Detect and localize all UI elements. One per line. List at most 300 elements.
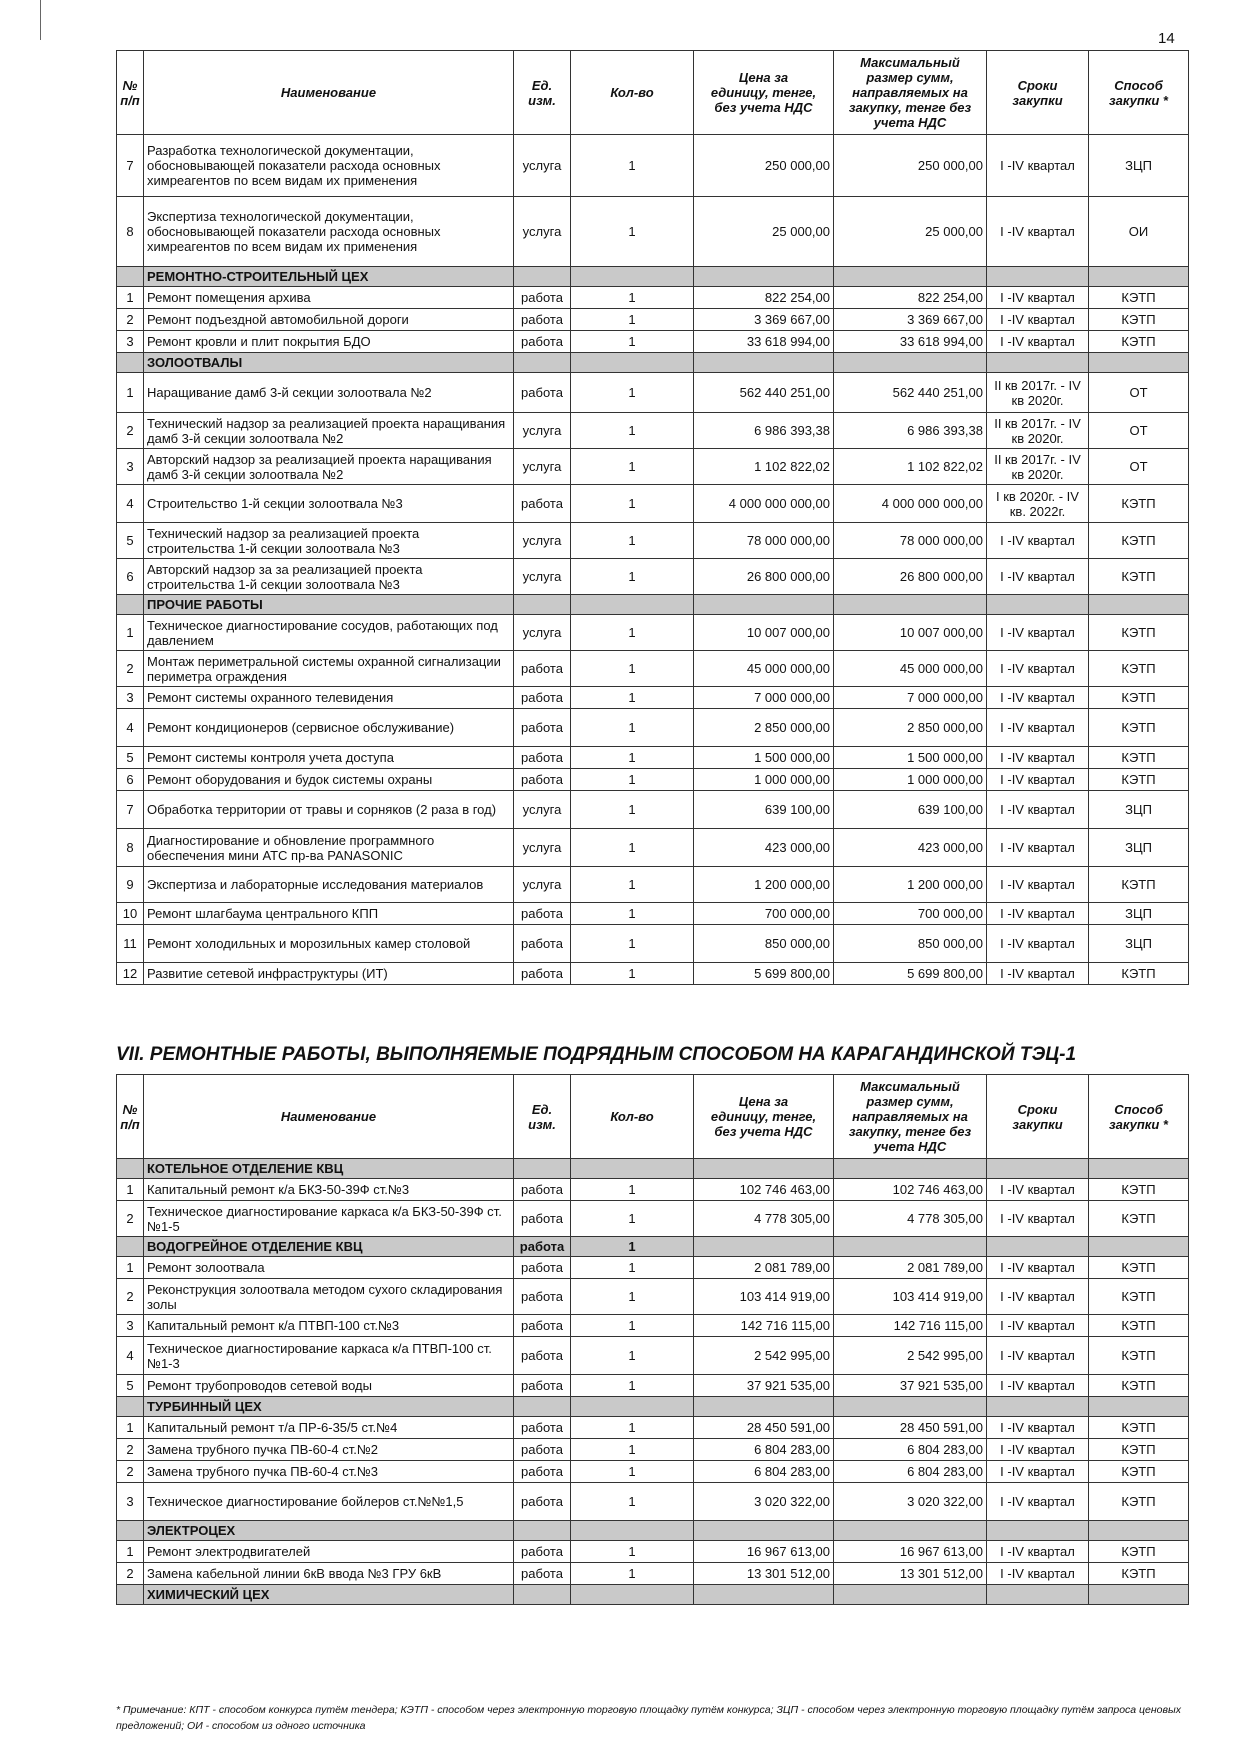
- row-price: 25 000,00: [694, 197, 834, 267]
- row-max-sum: 142 716 115,00: [834, 1315, 987, 1337]
- row-qty: 1: [571, 1541, 694, 1563]
- row-unit: работа: [514, 373, 571, 413]
- section-method-cell: [1089, 1237, 1189, 1257]
- section-name: ЭЛЕКТРОЦЕХ: [144, 1521, 514, 1541]
- row-number: 2: [117, 309, 144, 331]
- row-name: Ремонт холодильных и морозильных камер столовой: [144, 925, 514, 963]
- row-unit: услуга: [514, 197, 571, 267]
- section-term-cell: [987, 353, 1089, 373]
- section-max-cell: [834, 353, 987, 373]
- row-price: 2 081 789,00: [694, 1257, 834, 1279]
- table-row: [117, 287, 1189, 309]
- row-number: 1: [117, 615, 144, 651]
- section-header-row: [117, 1237, 1189, 1257]
- row-term: I -IV квартал: [987, 1483, 1089, 1521]
- section-term-cell: [987, 1521, 1089, 1541]
- row-name: Ремонт системы охранного телевидения: [144, 687, 514, 709]
- row-method: КЭТП: [1089, 1179, 1189, 1201]
- section-max-cell: [834, 1237, 987, 1257]
- row-max-sum: 2 850 000,00: [834, 709, 987, 747]
- section-header-row: [117, 267, 1189, 287]
- row-unit: работа: [514, 1201, 571, 1237]
- row-qty: 1: [571, 449, 694, 485]
- table-row: [117, 687, 1189, 709]
- col-header-max: Максимальный размер сумм, направляемых на закупку, тенге без учета НДС: [834, 51, 987, 135]
- procurement-table-1: [116, 50, 1189, 985]
- section-title: VII. РЕМОНТНЫЕ РАБОТЫ, ВЫПОЛНЯЕМЫЕ ПОДРЯДНЫМ СПОСОБОМ НА КАРАГАНДИНСКОЙ ТЭЦ-1: [116, 1044, 1077, 1065]
- row-term: I -IV квартал: [987, 1461, 1089, 1483]
- row-number: 3: [117, 449, 144, 485]
- row-unit: работа: [514, 903, 571, 925]
- section-num-cell: [117, 1237, 144, 1257]
- row-unit: услуга: [514, 791, 571, 829]
- table-row: [117, 1439, 1189, 1461]
- row-price: 2 850 000,00: [694, 709, 834, 747]
- row-method: КЭТП: [1089, 1483, 1189, 1521]
- row-qty: 1: [571, 1279, 694, 1315]
- row-qty: 1: [571, 1439, 694, 1461]
- row-qty: 1: [571, 829, 694, 867]
- table-row: [117, 615, 1189, 651]
- row-name: Ремонт трубопроводов сетевой воды: [144, 1375, 514, 1397]
- table-row: [117, 791, 1189, 829]
- row-term: I -IV квартал: [987, 791, 1089, 829]
- table-row: [117, 1179, 1189, 1201]
- row-price: 102 746 463,00: [694, 1179, 834, 1201]
- row-term: I -IV квартал: [987, 1315, 1089, 1337]
- row-method: КЭТП: [1089, 963, 1189, 985]
- section-num-cell: [117, 1521, 144, 1541]
- row-name: Авторский надзор за за реализацией проекта строительства 1-й секции золоотвала №3: [144, 559, 514, 595]
- row-price: 250 000,00: [694, 135, 834, 197]
- table-row: [117, 1315, 1189, 1337]
- row-max-sum: 562 440 251,00: [834, 373, 987, 413]
- row-max-sum: 7 000 000,00: [834, 687, 987, 709]
- section-price-cell: [694, 353, 834, 373]
- section-num-cell: [117, 1585, 144, 1605]
- table-row: [117, 709, 1189, 747]
- table-row: [117, 903, 1189, 925]
- row-max-sum: 822 254,00: [834, 287, 987, 309]
- row-price: 45 000 000,00: [694, 651, 834, 687]
- row-max-sum: 78 000 000,00: [834, 523, 987, 559]
- section-qty-cell: 1: [571, 1237, 694, 1257]
- row-unit: работа: [514, 331, 571, 353]
- row-max-sum: 6 804 283,00: [834, 1461, 987, 1483]
- row-method: КЭТП: [1089, 1315, 1189, 1337]
- col-header-method: Способ закупки *: [1089, 1075, 1189, 1159]
- row-number: 3: [117, 1483, 144, 1521]
- row-method: КЭТП: [1089, 1563, 1189, 1585]
- row-unit: работа: [514, 747, 571, 769]
- row-number: 3: [117, 687, 144, 709]
- section-term-cell: [987, 1397, 1089, 1417]
- row-unit: работа: [514, 1461, 571, 1483]
- row-name: Капитальный ремонт т/а ПР-6-35/5 ст.№4: [144, 1417, 514, 1439]
- row-name: Техническое диагностирование каркаса к/а БКЗ-50-39Ф ст.№1-5: [144, 1201, 514, 1237]
- table-header-row: [117, 1075, 1189, 1159]
- row-name: Ремонт оборудования и будок системы охраны: [144, 769, 514, 791]
- row-unit: работа: [514, 1439, 571, 1461]
- table-row: [117, 309, 1189, 331]
- row-unit: работа: [514, 485, 571, 523]
- row-number: 2: [117, 1201, 144, 1237]
- row-price: 10 007 000,00: [694, 615, 834, 651]
- row-qty: 1: [571, 1179, 694, 1201]
- table-row: [117, 1201, 1189, 1237]
- row-name: Диагностирование и обновление программного обеспечения мини АТС пр-ва PANASONIC: [144, 829, 514, 867]
- row-term: I -IV квартал: [987, 331, 1089, 353]
- row-term: I -IV квартал: [987, 559, 1089, 595]
- section-max-cell: [834, 595, 987, 615]
- row-method: ЗЦП: [1089, 903, 1189, 925]
- row-unit: работа: [514, 1417, 571, 1439]
- row-number: 11: [117, 925, 144, 963]
- section-method-cell: [1089, 353, 1189, 373]
- row-name: Развитие сетевой инфраструктуры (ИТ): [144, 963, 514, 985]
- row-term: I -IV квартал: [987, 769, 1089, 791]
- section-qty-cell: [571, 353, 694, 373]
- section-method-cell: [1089, 267, 1189, 287]
- row-max-sum: 33 618 994,00: [834, 331, 987, 353]
- col-header-num: № п/п: [117, 51, 144, 135]
- row-name: Замена трубного пучка ПВ-60-4 ст.№3: [144, 1461, 514, 1483]
- row-method: КЭТП: [1089, 615, 1189, 651]
- row-qty: 1: [571, 1461, 694, 1483]
- row-price: 639 100,00: [694, 791, 834, 829]
- row-max-sum: 700 000,00: [834, 903, 987, 925]
- row-unit: работа: [514, 1315, 571, 1337]
- row-qty: 1: [571, 1563, 694, 1585]
- row-method: КЭТП: [1089, 769, 1189, 791]
- row-number: 7: [117, 135, 144, 197]
- row-unit: услуга: [514, 867, 571, 903]
- row-qty: 1: [571, 135, 694, 197]
- row-price: 37 921 535,00: [694, 1375, 834, 1397]
- row-unit: работа: [514, 1375, 571, 1397]
- section-name: ВОДОГРЕЙНОЕ ОТДЕЛЕНИЕ КВЦ: [144, 1237, 514, 1257]
- row-name: Наращивание дамб 3-й секции золоотвала №2: [144, 373, 514, 413]
- table-row: [117, 1563, 1189, 1585]
- col-header-max: Максимальный размер сумм, направляемых на закупку, тенге без учета НДС: [834, 1075, 987, 1159]
- row-method: КЭТП: [1089, 1375, 1189, 1397]
- row-number: 4: [117, 485, 144, 523]
- footnote: * Примечание: КПТ - способом конкурса путём тендера; КЭТП - способом через электронную торговую площадку путём конкурса; ЗЦП - способом через электронную торговую площадку путём запроса ценовых предложений; ОИ - способом из одного источника: [116, 1704, 1181, 1732]
- row-number: 3: [117, 331, 144, 353]
- section-unit-cell: [514, 595, 571, 615]
- row-method: ЗЦП: [1089, 829, 1189, 867]
- table-row: [117, 1483, 1189, 1521]
- row-name: Ремонт кровли и плит покрытия БДО: [144, 331, 514, 353]
- row-name: Строительство 1-й секции золоотвала №3: [144, 485, 514, 523]
- row-max-sum: 250 000,00: [834, 135, 987, 197]
- table-header-row: [117, 51, 1189, 135]
- section-max-cell: [834, 1585, 987, 1605]
- row-number: 5: [117, 747, 144, 769]
- row-max-sum: 850 000,00: [834, 925, 987, 963]
- row-method: КЭТП: [1089, 309, 1189, 331]
- table-row: [117, 651, 1189, 687]
- row-name: Авторский надзор за реализацией проекта наращивания дамб 3-й секции золоотвала №2: [144, 449, 514, 485]
- row-unit: работа: [514, 687, 571, 709]
- section-unit-cell: работа: [514, 1237, 571, 1257]
- row-number: 8: [117, 197, 144, 267]
- row-term: II кв 2017г. - IV кв 2020г.: [987, 413, 1089, 449]
- row-term: I -IV квартал: [987, 1257, 1089, 1279]
- row-max-sum: 103 414 919,00: [834, 1279, 987, 1315]
- row-term: I -IV квартал: [987, 1337, 1089, 1375]
- row-number: 1: [117, 287, 144, 309]
- row-number: 6: [117, 769, 144, 791]
- section-term-cell: [987, 1237, 1089, 1257]
- section-qty-cell: [571, 1521, 694, 1541]
- row-method: КЭТП: [1089, 1201, 1189, 1237]
- row-qty: 1: [571, 1417, 694, 1439]
- row-term: I -IV квартал: [987, 903, 1089, 925]
- row-max-sum: 2 081 789,00: [834, 1257, 987, 1279]
- row-name: Техническое диагностирование каркаса к/а ПТВП-100 ст.№1-3: [144, 1337, 514, 1375]
- row-name: Ремонт подъездной автомобильной дороги: [144, 309, 514, 331]
- row-qty: 1: [571, 523, 694, 559]
- row-number: 9: [117, 867, 144, 903]
- row-number: 6: [117, 559, 144, 595]
- row-qty: 1: [571, 903, 694, 925]
- row-price: 4 000 000 000,00: [694, 485, 834, 523]
- row-method: КЭТП: [1089, 1337, 1189, 1375]
- row-qty: 1: [571, 559, 694, 595]
- row-qty: 1: [571, 709, 694, 747]
- row-price: 4 778 305,00: [694, 1201, 834, 1237]
- row-number: 8: [117, 829, 144, 867]
- row-max-sum: 1 500 000,00: [834, 747, 987, 769]
- row-number: 5: [117, 523, 144, 559]
- row-method: КЭТП: [1089, 747, 1189, 769]
- row-max-sum: 102 746 463,00: [834, 1179, 987, 1201]
- row-method: ЗЦП: [1089, 791, 1189, 829]
- row-max-sum: 13 301 512,00: [834, 1563, 987, 1585]
- row-price: 33 618 994,00: [694, 331, 834, 353]
- row-number: 4: [117, 709, 144, 747]
- table-row: [117, 867, 1189, 903]
- col-header-num: № п/п: [117, 1075, 144, 1159]
- row-number: 1: [117, 1417, 144, 1439]
- row-number: 10: [117, 903, 144, 925]
- row-unit: услуга: [514, 413, 571, 449]
- row-term: I -IV квартал: [987, 1439, 1089, 1461]
- row-unit: работа: [514, 1541, 571, 1563]
- table-row: [117, 747, 1189, 769]
- row-qty: 1: [571, 1337, 694, 1375]
- row-qty: 1: [571, 963, 694, 985]
- row-price: 7 000 000,00: [694, 687, 834, 709]
- row-qty: 1: [571, 287, 694, 309]
- row-price: 103 414 919,00: [694, 1279, 834, 1315]
- section-price-cell: [694, 1521, 834, 1541]
- row-unit: работа: [514, 709, 571, 747]
- row-max-sum: 423 000,00: [834, 829, 987, 867]
- row-qty: 1: [571, 197, 694, 267]
- section-name: ТУРБИННЫЙ ЦЕХ: [144, 1397, 514, 1417]
- row-max-sum: 16 967 613,00: [834, 1541, 987, 1563]
- section-unit-cell: [514, 1585, 571, 1605]
- section-max-cell: [834, 267, 987, 287]
- table-row: [117, 1417, 1189, 1439]
- row-qty: 1: [571, 1257, 694, 1279]
- row-term: II кв 2017г. - IV кв 2020г.: [987, 449, 1089, 485]
- row-price: 1 102 822,02: [694, 449, 834, 485]
- row-unit: работа: [514, 287, 571, 309]
- row-qty: 1: [571, 925, 694, 963]
- row-unit: работа: [514, 1179, 571, 1201]
- section-qty-cell: [571, 1397, 694, 1417]
- table-row: [117, 559, 1189, 595]
- row-term: I -IV квартал: [987, 1375, 1089, 1397]
- row-term: I -IV квартал: [987, 1279, 1089, 1315]
- row-name: Ремонт электродвигателей: [144, 1541, 514, 1563]
- section-header-row: [117, 1585, 1189, 1605]
- scan-edge-mark: [40, 0, 41, 40]
- row-method: КЭТП: [1089, 287, 1189, 309]
- row-term: I -IV квартал: [987, 829, 1089, 867]
- row-max-sum: 1 102 822,02: [834, 449, 987, 485]
- row-price: 78 000 000,00: [694, 523, 834, 559]
- row-term: I -IV квартал: [987, 1179, 1089, 1201]
- section-name: КОТЕЛЬНОЕ ОТДЕЛЕНИЕ КВЦ: [144, 1159, 514, 1179]
- row-name: Ремонт шлагбаума центрального КПП: [144, 903, 514, 925]
- row-price: 1 500 000,00: [694, 747, 834, 769]
- row-method: ОТ: [1089, 373, 1189, 413]
- section-num-cell: [117, 595, 144, 615]
- row-unit: работа: [514, 1563, 571, 1585]
- row-max-sum: 3 369 667,00: [834, 309, 987, 331]
- row-number: 1: [117, 1179, 144, 1201]
- row-price: 13 301 512,00: [694, 1563, 834, 1585]
- section-max-cell: [834, 1521, 987, 1541]
- section-qty-cell: [571, 595, 694, 615]
- row-max-sum: 3 020 322,00: [834, 1483, 987, 1521]
- row-method: КЭТП: [1089, 651, 1189, 687]
- row-number: 7: [117, 791, 144, 829]
- col-header-unit: Ед. изм.: [514, 51, 571, 135]
- row-term: I -IV квартал: [987, 309, 1089, 331]
- row-method: КЭТП: [1089, 687, 1189, 709]
- col-header-unit: Ед. изм.: [514, 1075, 571, 1159]
- col-header-method: Способ закупки *: [1089, 51, 1189, 135]
- row-qty: 1: [571, 331, 694, 353]
- row-name: Экспертиза и лабораторные исследования материалов: [144, 867, 514, 903]
- section-unit-cell: [514, 267, 571, 287]
- section-qty-cell: [571, 1159, 694, 1179]
- row-term: I -IV квартал: [987, 687, 1089, 709]
- section-term-cell: [987, 1585, 1089, 1605]
- row-number: 4: [117, 1337, 144, 1375]
- row-method: КЭТП: [1089, 331, 1189, 353]
- row-number: 1: [117, 1257, 144, 1279]
- section-method-cell: [1089, 595, 1189, 615]
- row-price: 700 000,00: [694, 903, 834, 925]
- row-term: I -IV квартал: [987, 963, 1089, 985]
- row-price: 423 000,00: [694, 829, 834, 867]
- row-term: I -IV квартал: [987, 615, 1089, 651]
- row-name: Замена кабельной линии 6кВ ввода №3 ГРУ 6кВ: [144, 1563, 514, 1585]
- row-method: ОИ: [1089, 197, 1189, 267]
- row-name: Ремонт помещения архива: [144, 287, 514, 309]
- section-num-cell: [117, 1397, 144, 1417]
- row-unit: работа: [514, 1257, 571, 1279]
- row-max-sum: 6 986 393,38: [834, 413, 987, 449]
- row-max-sum: 5 699 800,00: [834, 963, 987, 985]
- row-unit: услуга: [514, 135, 571, 197]
- row-qty: 1: [571, 1375, 694, 1397]
- section-header-row: [117, 1159, 1189, 1179]
- row-max-sum: 37 921 535,00: [834, 1375, 987, 1397]
- row-term: I -IV квартал: [987, 651, 1089, 687]
- row-name: Технический надзор за реализацией проекта строительства 1-й секции золоотвала №3: [144, 523, 514, 559]
- row-method: ЗЦП: [1089, 135, 1189, 197]
- row-qty: 1: [571, 615, 694, 651]
- table-row: [117, 523, 1189, 559]
- section-price-cell: [694, 1585, 834, 1605]
- row-method: ОТ: [1089, 413, 1189, 449]
- table-row: [117, 485, 1189, 523]
- row-qty: 1: [571, 373, 694, 413]
- row-term: I -IV квартал: [987, 287, 1089, 309]
- section-method-cell: [1089, 1159, 1189, 1179]
- row-method: КЭТП: [1089, 1439, 1189, 1461]
- row-price: 3 020 322,00: [694, 1483, 834, 1521]
- row-price: 28 450 591,00: [694, 1417, 834, 1439]
- row-number: 2: [117, 1461, 144, 1483]
- row-name: Разработка технологической документации, обосновывающей показатели расхода основных химреагентов по всем видам их применения: [144, 135, 514, 197]
- row-name: Обработка территории от травы и сорняков (2 раза в год): [144, 791, 514, 829]
- table-row: [117, 963, 1189, 985]
- row-price: 1 200 000,00: [694, 867, 834, 903]
- row-name: Техническое диагностирование бойлеров ст.№№1,5: [144, 1483, 514, 1521]
- row-price: 142 716 115,00: [694, 1315, 834, 1337]
- section-method-cell: [1089, 1585, 1189, 1605]
- row-qty: 1: [571, 791, 694, 829]
- row-max-sum: 28 450 591,00: [834, 1417, 987, 1439]
- table-row: [117, 1541, 1189, 1563]
- section-name: ЗОЛООТВАЛЫ: [144, 353, 514, 373]
- row-max-sum: 10 007 000,00: [834, 615, 987, 651]
- row-price: 1 000 000,00: [694, 769, 834, 791]
- row-name: Экспертиза технологической документации, обосновывающей показатели расхода основных химреагентов по всем видам их применения: [144, 197, 514, 267]
- col-header-qty: Кол-во: [571, 51, 694, 135]
- row-method: КЭТП: [1089, 523, 1189, 559]
- row-price: 6 804 283,00: [694, 1439, 834, 1461]
- row-method: КЭТП: [1089, 1417, 1189, 1439]
- section-price-cell: [694, 1397, 834, 1417]
- row-method: КЭТП: [1089, 485, 1189, 523]
- row-unit: работа: [514, 963, 571, 985]
- row-number: 2: [117, 1279, 144, 1315]
- section-name: ПРОЧИЕ РАБОТЫ: [144, 595, 514, 615]
- row-method: КЭТП: [1089, 1279, 1189, 1315]
- section-price-cell: [694, 1159, 834, 1179]
- row-number: 5: [117, 1375, 144, 1397]
- row-qty: 1: [571, 413, 694, 449]
- row-name: Замена трубного пучка ПВ-60-4 ст.№2: [144, 1439, 514, 1461]
- row-name: Ремонт системы контроля учета доступа: [144, 747, 514, 769]
- section-num-cell: [117, 353, 144, 373]
- row-term: I -IV квартал: [987, 867, 1089, 903]
- row-method: КЭТП: [1089, 867, 1189, 903]
- row-qty: 1: [571, 485, 694, 523]
- row-name: Ремонт кондиционеров (сервисное обслуживание): [144, 709, 514, 747]
- table-row: [117, 925, 1189, 963]
- row-unit: работа: [514, 769, 571, 791]
